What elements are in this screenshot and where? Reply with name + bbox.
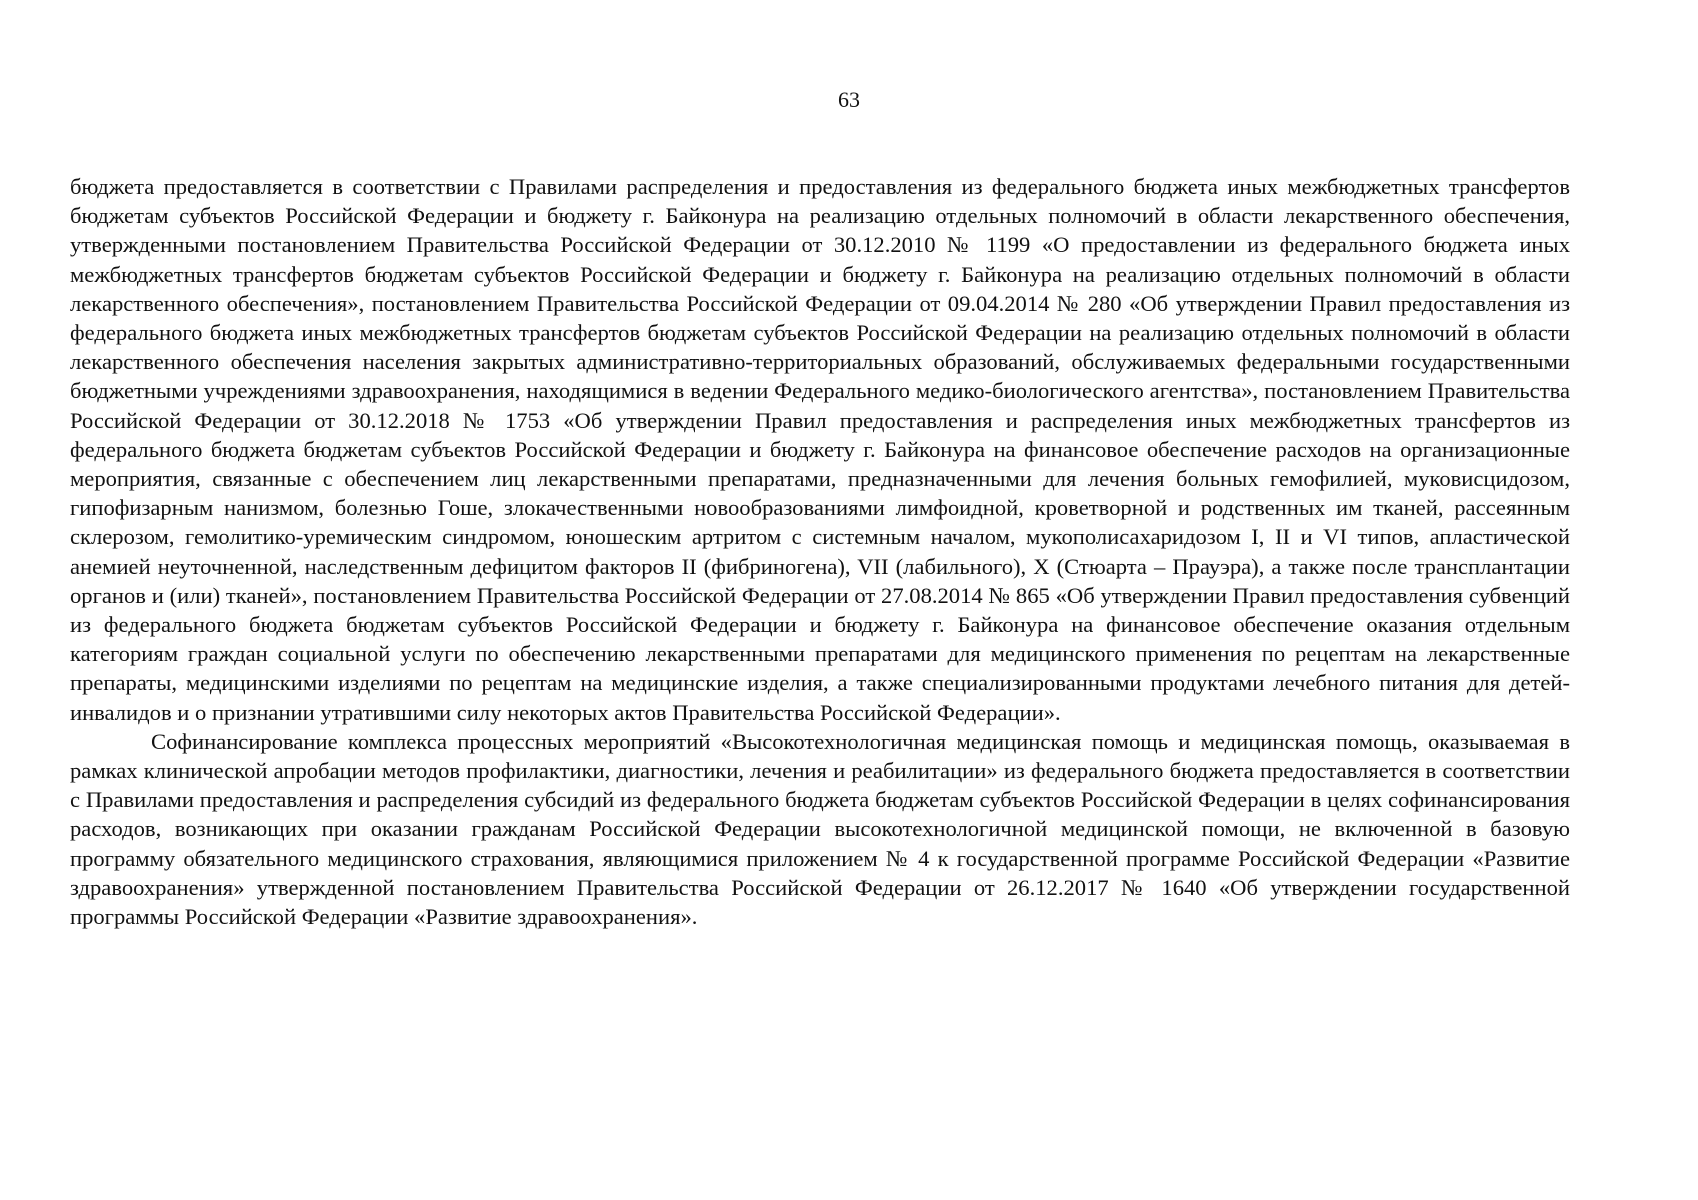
document-body bbox=[70, 172, 1570, 931]
paragraph-cofinancing: Софинансирование комплекса процессных мероприятий «Высокотехнологичная медицинская помощь и медицинская помощь, оказываемая в рамках клинической апробации методов профилактики, диагностики, лечения и реабилитации» из федерального бюджета предоставляется в соответствии с Правилами предоставления и распределения субсидий из федерального бюджета бюджетам субъектов Российской Федерации в целях софинансирования расходов, возникающих при оказании гражданам Российской Федерации высокотехнологичной медицинской помощи, не включенной в базовую программу обязательного медицинского страхования, являющимися приложением № 4 к государственной программе Российской Федерации «Развитие здравоохранения» утвержденной постановлением Правительства Российской Федерации от 26.12.2017 № 1640 «Об утверждении государственной программы Российской Федерации «Развитие здравоохранения». bbox=[70, 728, 1570, 930]
paragraph-continuation: бюджета предоставляется в соответствии с Правилами распределения и предоставления из федерального бюджета иных межбюджетных трансфертов бюджетам субъектов Российской Федерации и бюджету г. Байконура на реализацию отдельных полномочий в области лекарственного обеспечения, утвержденными постановлением Правительства Российской Федерации от 30.12.2010 № 1199 «О предоставлении из федерального бюджета иных межбюджетных трансфертов бюджетам субъектов Российской Федерации и бюджету г. Байконура на реализацию отдельных полномочий в области лекарственного обеспечения», постановлением Правительства Российской Федерации от 09.04.2014 № 280 «Об утверждении Правил предоставления из федерального бюджета иных межбюджетных трансфертов бюджетам субъектов Российской Федерации на реализацию отдельных полномочий в области лекарственного обеспечения населения закрытых административно-территориальных образований, обслуживаемых федеральными государственными бюджетными учреждениями здравоохранения, находящимися в ведении Федерального медико-биологического агентства», постановлением Правительства Российской Федерации от 30.12.2018 № 1753 «Об утверждении Правил предоставления и распределения иных межбюджетных трансфертов из федерального бюджета бюджетам субъектов Российской Федерации и бюджету г. Байконура на финансовое обеспечение расходов на организационные мероприятия, связанные с обеспечением лиц лекарственными препаратами, предназначенными для лечения больных гемофилией, муковисцидозом, гипофизарным нанизмом, болезнью Гоше, злокачественными новообразованиями лимфоидной, кроветворной и родственных им тканей, рассеянным склерозом, гемолитико-уремическим синдромом, юношеским артритом с системным началом, мукополисахаридозом I, II и VI типов, апластической анемией неуточненной, наследственным дефицитом факторов II (фибриногена), VII (лабильного), X (Стюарта – Прауэра), а также после трансплантации органов и (или) тканей», постановлением Правительства Российской Федерации от 27.08.2014 № 865 «Об утверждении Правил предоставления субвенций из федерального бюджета бюджетам субъектов Российской Федерации и бюджету г. Байконура на финансовое обеспечение оказания отдельным категориям граждан социальной услуги по обеспечению лекарственными препаратами для медицинского применения по рецептам на лекарственные препараты, медицинскими изделиями по рецептам на медицинские изделия, а также специализированными продуктами лечебного питания для детей-инвалидов и о признании утратившими силу некоторых актов Правительства Российской Федерации». bbox=[70, 174, 1570, 725]
page-number: 63 bbox=[838, 87, 860, 112]
